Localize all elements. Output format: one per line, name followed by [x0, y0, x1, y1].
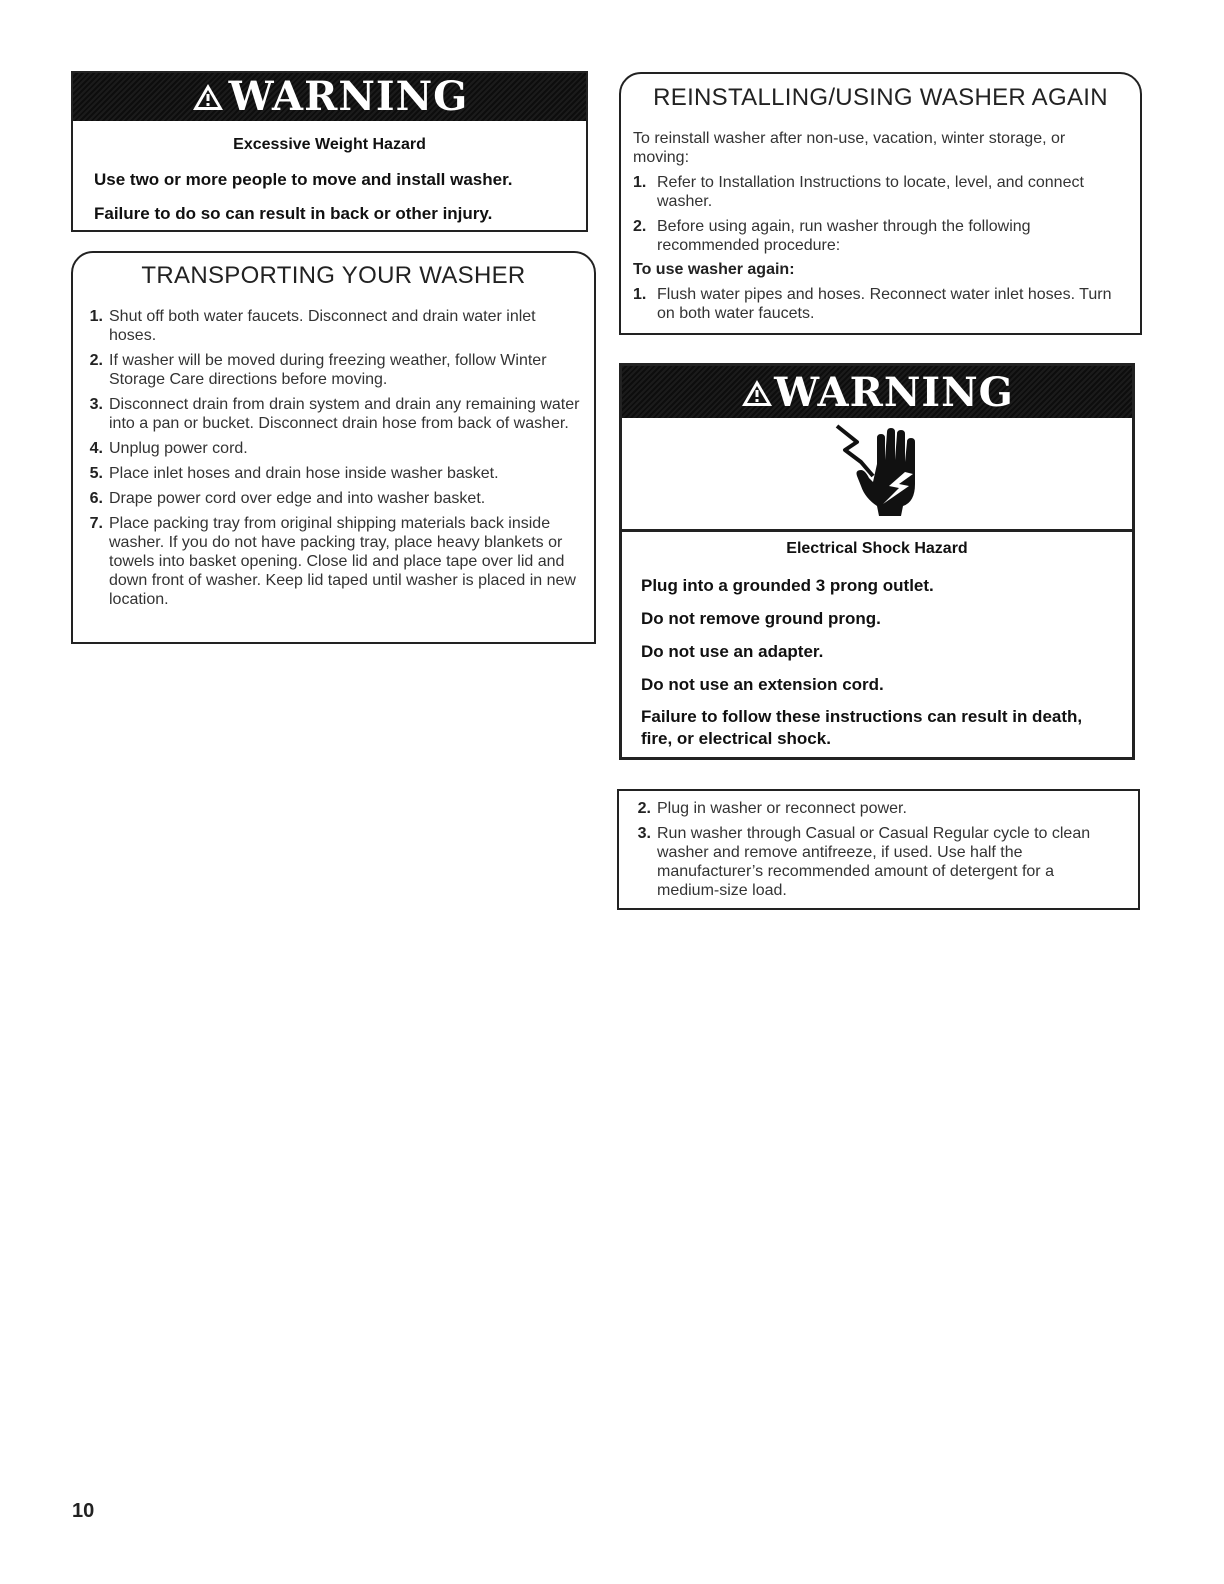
transporting-section	[71, 299, 596, 644]
reinstall-title-text: REINSTALLING/USING WASHER AGAIN	[653, 84, 1108, 111]
list-item: 4. Unplug power cord.	[89, 440, 248, 457]
list-item: 6. Drape power cord over edge and into washer basket.	[89, 490, 486, 507]
reinstall-steps-2	[633, 285, 1130, 323]
weight-warning-title: WARNING	[228, 73, 469, 120]
list-item: 1. Shut off both water faucets. Disconnect and drain water inlet hoses.	[89, 308, 536, 344]
page-number: 10	[72, 1500, 95, 1522]
electrical-shock-hand-icon	[817, 424, 937, 520]
list-item: 7. Place packing tray from original shipping materials back inside washer. If you do not have packing tray, place heavy blankets or towels into basket opening. Close lid and place tape over lid and down front of washer. Keep lid taped until washer is placed in new location.	[89, 515, 576, 608]
list-item: 3. Run washer through Casual or Casual Regular cycle to clean washer and remove antifreeze, if used. Use half the manufacturer’s recommended amount of detergent for a medium-size load.	[637, 825, 1091, 899]
weight-warning-banner	[73, 73, 586, 121]
warning-triangle-icon	[191, 82, 225, 112]
weight-warning-box	[71, 71, 588, 232]
continued-steps-box	[617, 789, 1140, 910]
shock-warning-line-4: Do not use an extension cord.	[641, 675, 884, 694]
shock-warning-box	[619, 363, 1135, 760]
reinstall-steps	[633, 173, 1130, 255]
shock-warning-line-2: Do not remove ground prong.	[641, 609, 881, 628]
shock-icon-panel	[622, 418, 1132, 532]
list-item: 2. Before using again, run washer through the following recommended procedure:	[633, 218, 1031, 254]
shock-warning-line-3: Do not use an adapter.	[641, 642, 824, 661]
list-item: 3. Disconnect drain from drain system and drain any remaining water into a pan or bucket. Disconnect drain hose from back of washer.	[89, 396, 580, 432]
list-item: 1. Refer to Installation Instructions to locate, level, and connect washer.	[633, 174, 1084, 210]
shock-warning-banner	[622, 366, 1132, 418]
transporting-title-text: TRANSPORTING YOUR WASHER	[141, 262, 526, 289]
weight-warning-line-1: Use two or more people to move and install washer.	[94, 170, 513, 189]
shock-warning-line-5: Failure to follow these instructions can result in death, fire, or electrical shock.	[641, 707, 1083, 748]
weight-hazard-title: Excessive Weight Hazard	[233, 136, 426, 153]
transporting-steps	[73, 307, 584, 609]
reinstall-title	[619, 72, 1142, 125]
transporting-title	[71, 251, 596, 301]
list-item: 2. Plug in washer or reconnect power.	[637, 800, 907, 817]
list-item: 5. Place inlet hoses and drain hose inside washer basket.	[89, 465, 499, 482]
weight-warning-line-2: Failure to do so can result in back or other injury.	[94, 204, 493, 223]
continued-steps	[627, 799, 1108, 900]
shock-hazard-title: Electrical Shock Hazard	[786, 540, 968, 557]
shock-warning-title: WARNING	[774, 369, 1014, 416]
list-item: 1. Flush water pipes and hoses. Reconnect water inlet hoses. Turn on both water faucets.	[633, 286, 1112, 322]
shock-warning-line-1: Plug into a grounded 3 prong outlet.	[641, 576, 934, 595]
reinstall-intro: To reinstall washer after non-use, vacation, winter storage, or moving:	[633, 130, 1066, 166]
warning-triangle-icon	[740, 378, 774, 408]
list-item: 2. If washer will be moved during freezing weather, follow Winter Storage Care directions before moving.	[89, 352, 547, 388]
reinstall-subhead: To use washer again:	[633, 261, 795, 278]
reinstall-section	[619, 123, 1142, 335]
